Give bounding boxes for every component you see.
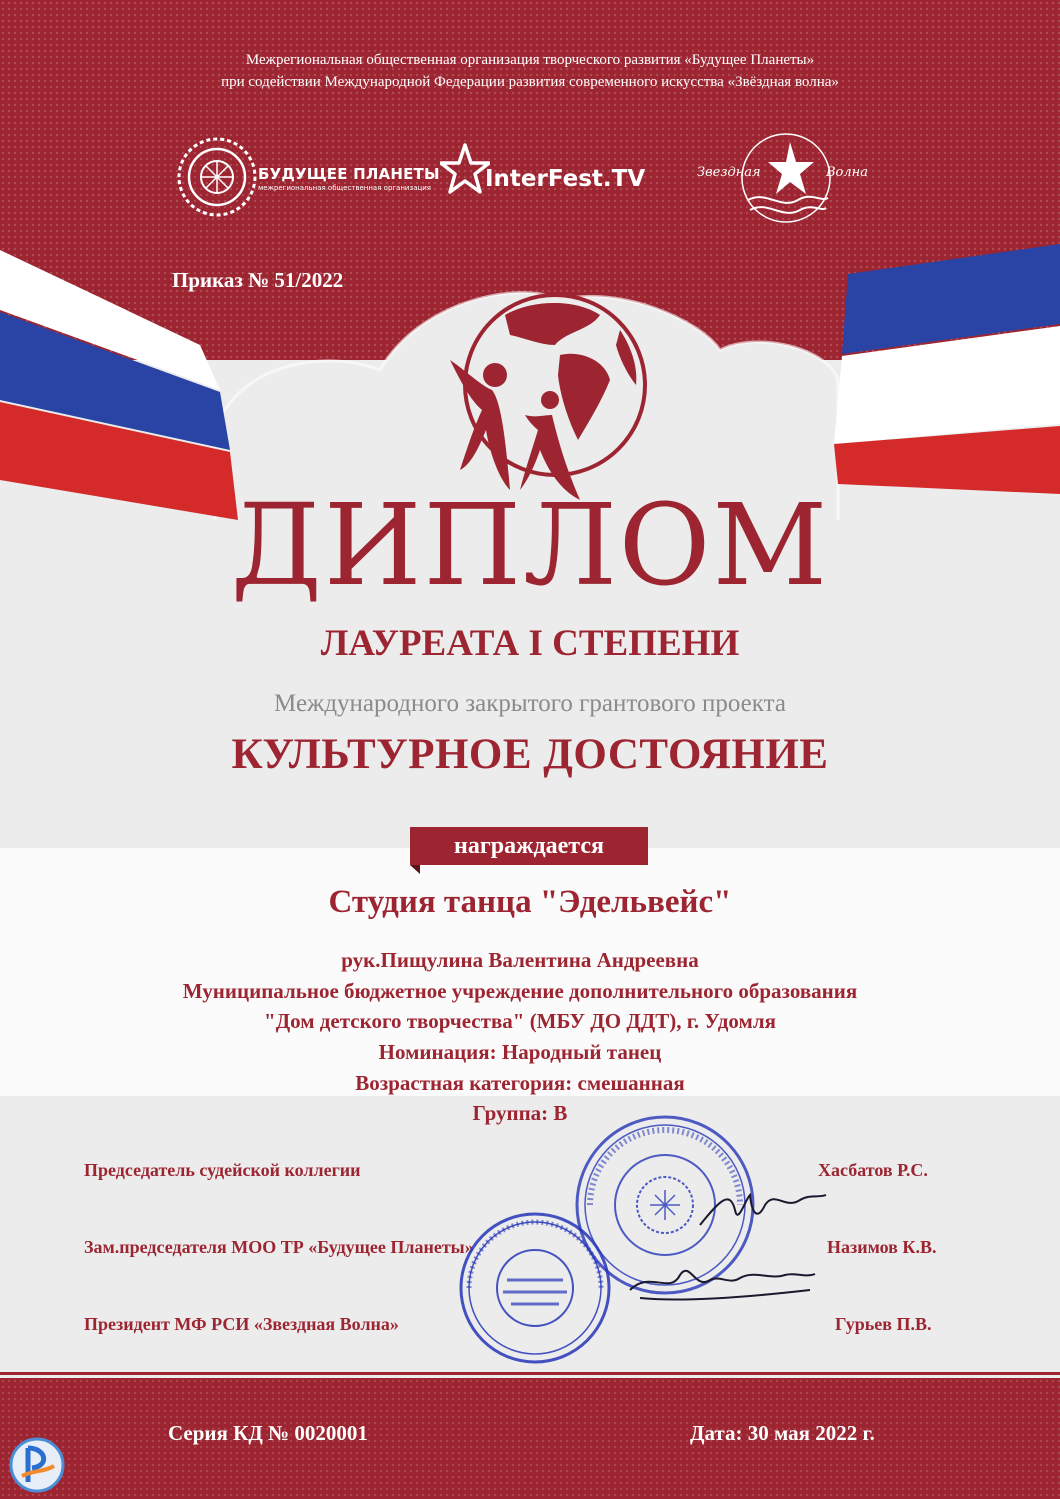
signatory-role-2: Зам.председателя МОО ТР «Будущее Планеты» <box>84 1237 474 1257</box>
signatory-name-3: Гурьев П.В. <box>835 1314 932 1334</box>
order-number: Приказ № 51/2022 <box>172 268 344 292</box>
zvezdnaya-volna-stamp <box>455 1208 615 1368</box>
interfest-star-icon <box>440 142 490 202</box>
flag-ribbon-right <box>818 244 1060 504</box>
laureate-degree: ЛАУРЕАТА I СТЕПЕНИ <box>320 623 740 664</box>
signature-1 <box>690 1180 830 1240</box>
budushchee-planety-logo-title: БУДУЩЕЕ ПЛАНЕТЫ <box>258 165 440 183</box>
issue-date: Дата: 30 мая 2022 г. <box>690 1421 875 1445</box>
watermark-logo-icon <box>8 1436 66 1494</box>
signature-2 <box>620 1250 820 1310</box>
project-subtitle: Международного закрытого грантового проекта <box>274 690 786 717</box>
signatory-name-2: Назимов К.В. <box>827 1237 937 1257</box>
series-number: Серия КД № 0020001 <box>168 1421 368 1445</box>
org-line-2: при содействии Международной Федерации развития современного искусства «Звёздная волна» <box>221 74 839 90</box>
nomination: Номинация: Народный танец <box>378 1040 662 1064</box>
group: Группа: В <box>472 1101 568 1125</box>
budushchee-planety-logo-icon <box>175 135 259 219</box>
diploma-title: ДИПЛОМ <box>230 481 830 611</box>
globe-dancers-emblem-icon <box>440 290 650 500</box>
footer-top-stripe <box>0 1372 1060 1375</box>
leader-name: рук.Пищулина Валентина Андреевна <box>341 948 699 972</box>
signatory-role-3: Президент МФ РСИ «Звездная Волна» <box>84 1314 399 1334</box>
age-category: Возрастная категория: смешанная <box>355 1071 685 1095</box>
awarded-label: награждается <box>454 833 604 859</box>
zvezdnaya-volna-logo-right: Волна <box>826 165 868 180</box>
institution-line-2: "Дом детского творчества" (МБУ ДО ДДТ), г. Удомля <box>264 1009 776 1033</box>
zvezdnaya-volna-logo-left: Звездная <box>697 165 761 180</box>
budushchee-planety-logo-subtitle: межрегиональная общественная организация <box>258 184 432 192</box>
org-line-1: Межрегиональная общественная организация творческого развития «Будущее Планеты» <box>245 52 815 68</box>
interfest-logo-text: InterFest.TV <box>485 166 646 192</box>
footer-pattern <box>0 1378 1060 1499</box>
signatory-name-1: Хасбатов Р.С. <box>818 1160 928 1180</box>
signatory-role-1: Председатель судейской коллегии <box>84 1160 361 1180</box>
awarded-ribbon-fold <box>410 865 420 874</box>
institution-line-1: Муниципальное бюджетное учреждение дополнительного образования <box>182 979 858 1003</box>
recipient-name: Студия танца "Эдельвейс" <box>328 884 732 920</box>
project-name: КУЛЬТУРНОЕ ДОСТОЯНИЕ <box>231 731 829 778</box>
